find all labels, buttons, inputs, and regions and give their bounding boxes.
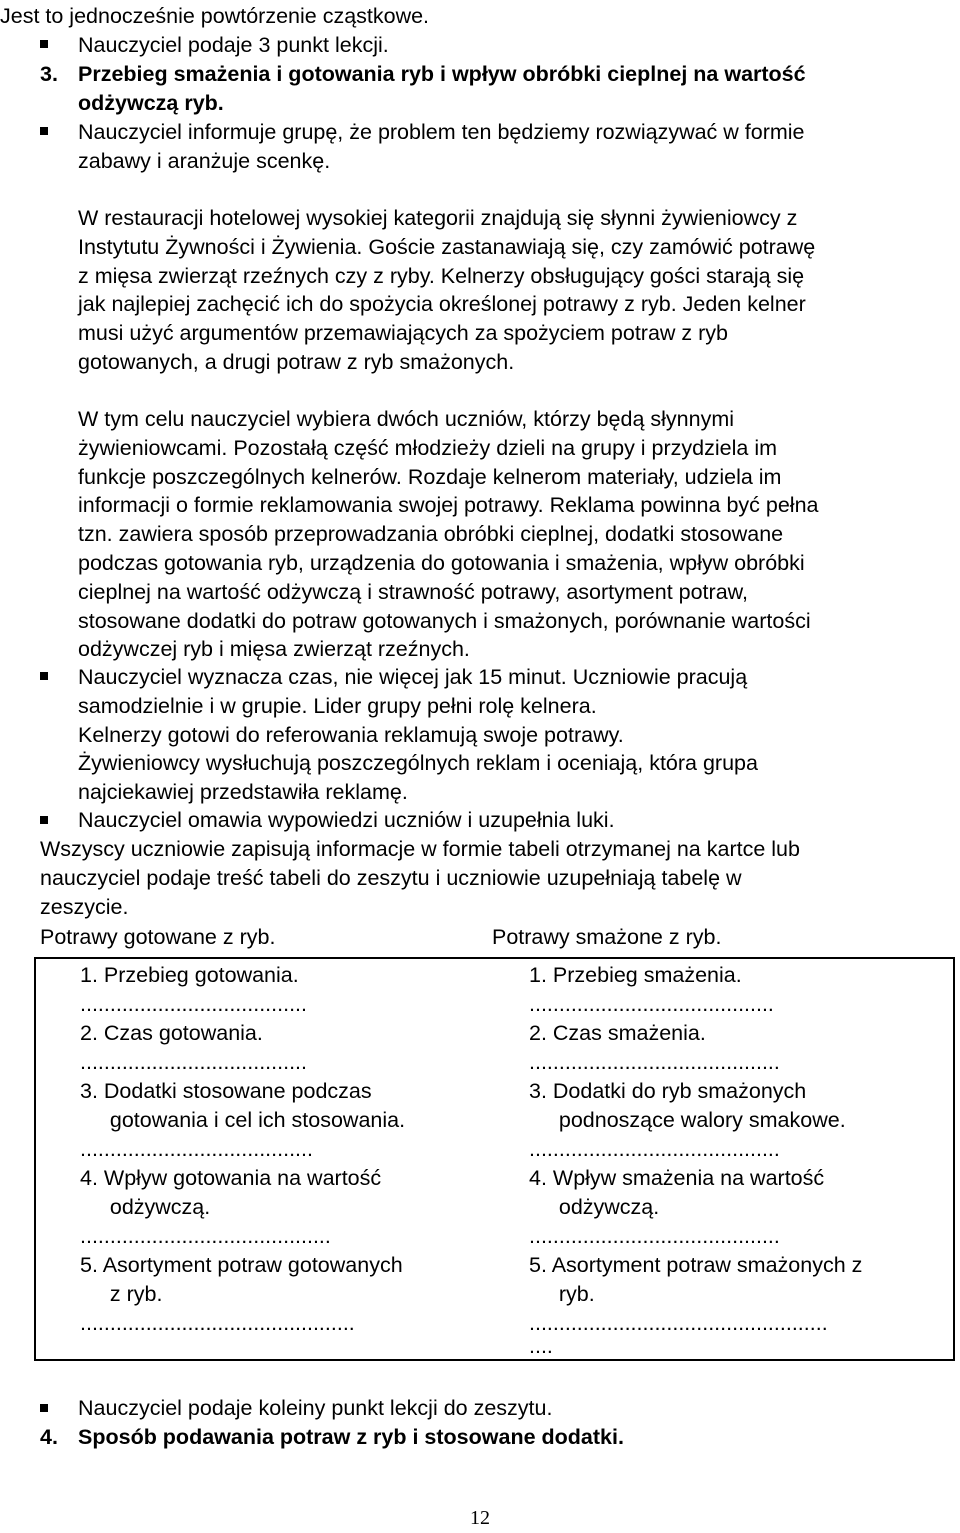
bullet-text: Nauczyciel informuje grupę, że problem ten będziemy rozwiązywać w formie bbox=[78, 120, 805, 144]
list-item: .......................................... bbox=[529, 1224, 780, 1248]
section-number: 3. bbox=[40, 62, 58, 86]
bullet-square-icon bbox=[40, 672, 48, 680]
section-heading-cont: odżywczą ryb. bbox=[78, 91, 224, 115]
paragraph-line: W restauracji hotelowej wysokiej kategorii znajdują się słynni żywieniowcy z bbox=[78, 206, 798, 230]
paragraph-line: nauczyciel podaje treść tabeli do zeszytu i uczniowie uzupełniają tabelę w bbox=[40, 865, 742, 890]
paragraph-line: Wszyscy uczniowie zapisują informacje w formie tabeli otrzymanej na kartce lub bbox=[40, 837, 800, 861]
paragraph-line: Żywieniowcy wysłuchują poszczególnych reklam i oceniają, która grupa bbox=[78, 751, 758, 776]
paragraph-line: stosowane dodatki do potraw gotowanych i smażonych, porównanie wartości bbox=[78, 608, 811, 633]
bullet-text: Nauczyciel podaje 3 punkt lekcji. bbox=[78, 33, 389, 57]
intro-line: Jest to jednocześnie powtórzenie cząstkowe. bbox=[0, 4, 430, 28]
paragraph-line: samodzielnie i w grupie. Lider grupy pełni rolę kelnera. bbox=[78, 693, 597, 718]
list-item: odżywczą. bbox=[529, 1195, 660, 1219]
bullet-square-icon bbox=[40, 40, 48, 48]
list-item: .......................................... bbox=[529, 1050, 780, 1074]
section-number: 4. bbox=[40, 1425, 58, 1449]
paragraph-line: podczas gotowania ryb, urządzenia do gotowania i smażenia, wpływ obróbki bbox=[78, 550, 805, 575]
bullet-square-icon bbox=[40, 816, 48, 824]
instructions-paragraph bbox=[78, 405, 958, 664]
section-heading: Sposób podawania potraw z ryb i stosowane dodatki. bbox=[78, 1425, 624, 1449]
list-item: .............................................. bbox=[80, 1311, 355, 1335]
list-item: .......................................... bbox=[529, 1137, 780, 1161]
bullet-paragraph bbox=[78, 663, 958, 807]
list-item: 3. Dodatki stosowane podczas bbox=[80, 1079, 372, 1103]
paragraph-line: tzn. zawiera sposób przeprowadzania obróbki cieplnej, dodatki stosowane bbox=[78, 522, 784, 547]
list-item: z ryb. bbox=[80, 1282, 163, 1306]
list-item: 4. Wpływ smażenia na wartość bbox=[529, 1166, 825, 1190]
paragraph-line: Kelnerzy gotowi do referowania reklamują swoje potrawy. bbox=[78, 722, 624, 747]
list-item: ....................................... bbox=[80, 1137, 313, 1161]
table-header-right: Potrawy smażone z ryb. bbox=[492, 925, 722, 949]
list-item: .... bbox=[529, 1334, 553, 1358]
table-header-left: Potrawy gotowane z ryb. bbox=[40, 925, 276, 949]
paragraph-line: cieplnej na wartość odżywczą i strawność potrawy, asortyment potraw, bbox=[78, 579, 748, 604]
list-item: gotowania i cel ich stosowania. bbox=[80, 1108, 406, 1132]
paragraph-line: gotowanych, a drugi potraw z ryb smażonych. bbox=[78, 349, 515, 374]
paragraph-line: żywieniowcami. Pozostałą część młodzieży dzieli na grupy i przydziela im bbox=[78, 435, 778, 460]
list-item: 5. Asortyment potraw gotowanych bbox=[80, 1253, 403, 1277]
paragraph-line: funkcje poszczególnych kelnerów. Rozdaje kelnerom materiały, udziela im bbox=[78, 464, 782, 489]
list-item: 3. Dodatki do ryb smażonych bbox=[529, 1079, 807, 1103]
list-item: ...................................... bbox=[80, 1050, 307, 1074]
bullet-text-cont: zabawy i aranżuje scenkę. bbox=[78, 149, 331, 173]
list-item: podnoszące walory smakowe. bbox=[529, 1108, 846, 1132]
paragraph-line: Instytutu Żywności i Żywienia. Goście zastanawiają się, czy zamówić potrawę bbox=[78, 234, 816, 259]
paragraph-line: zeszycie. bbox=[40, 894, 129, 919]
notes-paragraph bbox=[40, 835, 958, 921]
bullet-text: Nauczyciel podaje koleiny punkt lekcji do zeszytu. bbox=[78, 1396, 553, 1420]
list-item: .......................................... bbox=[80, 1224, 331, 1248]
list-item: 2. Czas gotowania. bbox=[80, 1021, 263, 1045]
list-item: 4. Wpływ gotowania na wartość bbox=[80, 1166, 382, 1190]
list-item: odżywczą. bbox=[80, 1195, 211, 1219]
bullet-square-icon bbox=[40, 1404, 48, 1412]
paragraph-line: W tym celu nauczyciel wybiera dwóch uczniów, którzy będą słynnymi bbox=[78, 407, 735, 431]
paragraph-line: informacji o formie reklamowania swojej potrawy. Reklama powinna być pełna bbox=[78, 493, 819, 518]
page-number: 12 bbox=[470, 1507, 490, 1529]
paragraph-line: jak najlepiej zachęcić ich do spożycia określonej potrawy z ryb. Jeden kelner bbox=[78, 292, 806, 317]
list-item: ......................................... bbox=[529, 992, 774, 1016]
list-item: ryb. bbox=[529, 1282, 595, 1306]
paragraph-line: musi użyć argumentów przemawiających za spożyciem potraw z ryb bbox=[78, 321, 729, 346]
list-item: ...................................... bbox=[80, 992, 307, 1016]
paragraph-line: Nauczyciel wyznacza czas, nie więcej jak 15 minut. Uczniowie pracują bbox=[78, 665, 748, 689]
list-item: 5. Asortyment potraw smażonych z bbox=[529, 1253, 863, 1277]
paragraph-line: z mięsa zwierząt rzeźnych czy z ryby. Kelnerzy obsługujący gości starają się bbox=[78, 263, 805, 288]
list-item: 1. Przebieg gotowania. bbox=[80, 963, 299, 987]
paragraph-line: najciekawiej przedstawiła reklamę. bbox=[78, 780, 408, 805]
list-item: .................................................. bbox=[529, 1311, 828, 1335]
scenario-paragraph bbox=[78, 204, 958, 377]
section-heading: Przebieg smażenia i gotowania ryb i wpływ obróbki cieplnej na wartość bbox=[78, 62, 806, 86]
list-item: 2. Czas smażenia. bbox=[529, 1021, 706, 1045]
paragraph-line: odżywczej ryb i mięsa zwierząt rzeźnych. bbox=[78, 637, 470, 662]
list-item: 1. Przebieg smażenia. bbox=[529, 963, 742, 987]
bullet-text: Nauczyciel omawia wypowiedzi uczniów i uzupełnia luki. bbox=[78, 808, 615, 832]
bullet-square-icon bbox=[40, 127, 48, 135]
